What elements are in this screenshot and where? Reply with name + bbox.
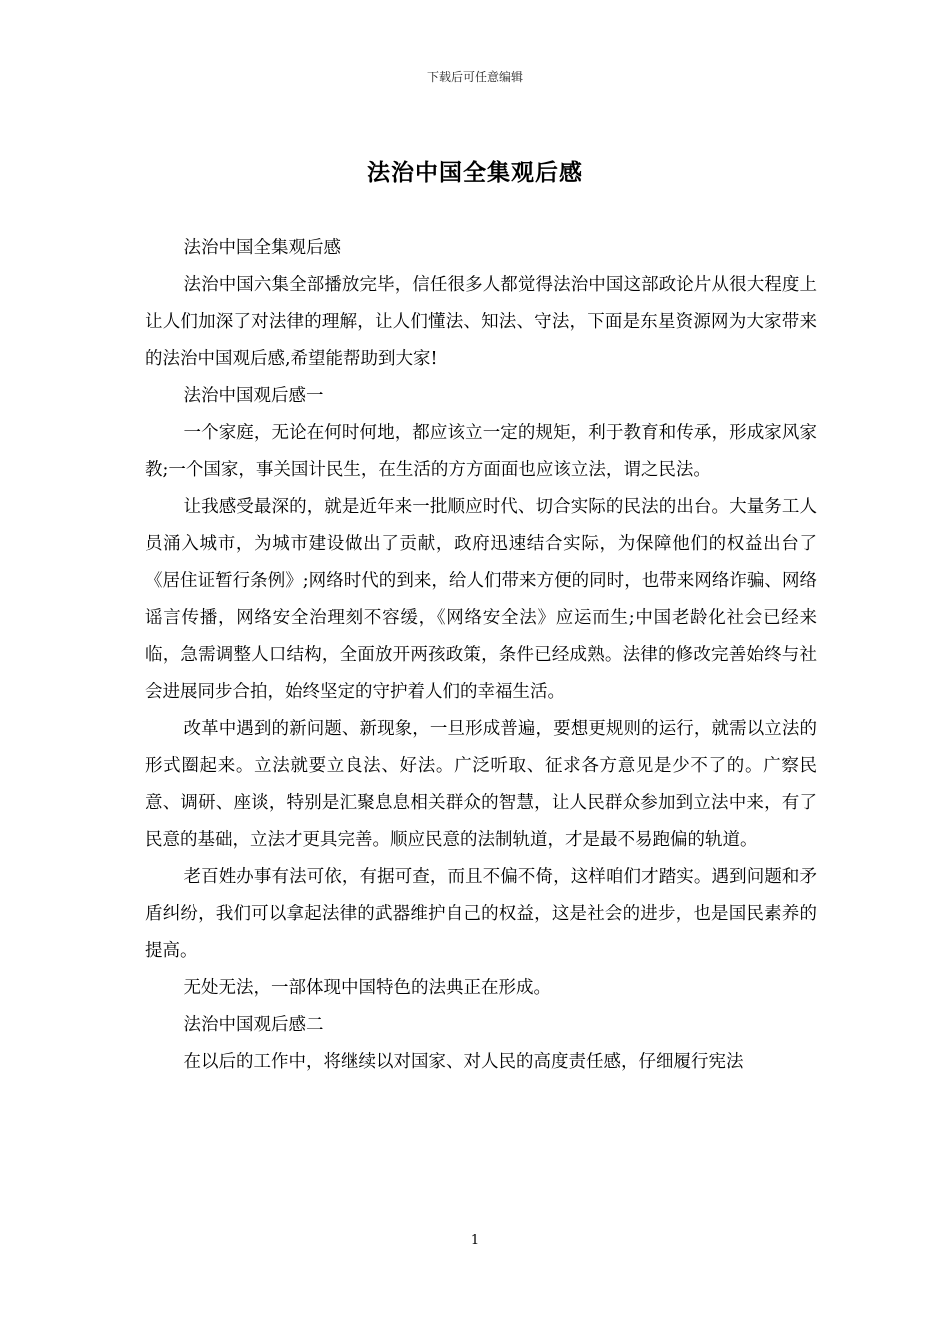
paragraph-intro: 法治中国六集全部播放完毕，信任很多人都觉得法治中国这部政论片从很大程度上让人们加深了对法律的理解，让人们懂法、知法、守法，下面是东星资源网为大家带来的法治中国观后感,希望能帮助到大家! <box>145 275 817 369</box>
section-heading-1: 法治中国观后感一 <box>183 386 324 406</box>
paragraph: 无处无法，一部体现中国特色的法典正在形成。 <box>183 978 551 998</box>
header-note: 下载后可任意编辑 <box>426 70 523 84</box>
document-title: 法治中国全集观后感 <box>367 159 583 186</box>
paragraph: 在以后的工作中，将继续以对国家、对人民的高度责任感，仔细履行宪法 <box>183 1052 744 1072</box>
document-body <box>145 230 817 1081</box>
page-number: 1 <box>470 1233 480 1248</box>
paragraph: 让我感受最深的，就是近年来一批顺应时代、切合实际的民法的出台。大量务工人员涌入城市，为城市建设做出了贡献，政府迅速结合实际，为保障他们的权益出台了《居住证暂行条例》;网络时代的到来，给人们带来方便的同时，也带来网络诈骗、网络谣言传播，网络安全治理刻不容缓，《网络安全法》应运而生;中国老龄化社会已经来临，急需调整人口结构，全面放开两孩政策，条件已经成熟。法律的修改完善始终与社会进展同步合拍，始终坚定的守护着人们的幸福生活。 <box>145 497 817 702</box>
paragraph-subtitle: 法治中国全集观后感 <box>183 238 341 258</box>
paragraph: 一个家庭，无论在何时何地，都应该立一定的规矩，利于教育和传承，形成家风家教;一个国家，事关国计民生，在生活的方方面面也应该立法，谓之民法。 <box>145 423 817 480</box>
paragraph: 改革中遇到的新问题、新现象，一旦形成普遍，要想更规则的运行，就需以立法的形式圈起来。立法就要立良法、好法。广泛听取、征求各方意见是少不了的。广察民意、调研、座谈，特别是汇聚息息相关群众的智慧，让人民群众参加到立法中来，有了民意的基础，立法才更具完善。顺应民意的法制轨道，才是最不易跑偏的轨道。 <box>145 719 817 850</box>
section-heading-2: 法治中国观后感二 <box>183 1015 324 1035</box>
paragraph: 老百姓办事有法可依，有据可查，而且不偏不倚，这样咱们才踏实。遇到问题和矛盾纠纷，我们可以拿起法律的武器维护自己的权益，这是社会的进步，也是国民素养的提高。 <box>145 867 817 961</box>
